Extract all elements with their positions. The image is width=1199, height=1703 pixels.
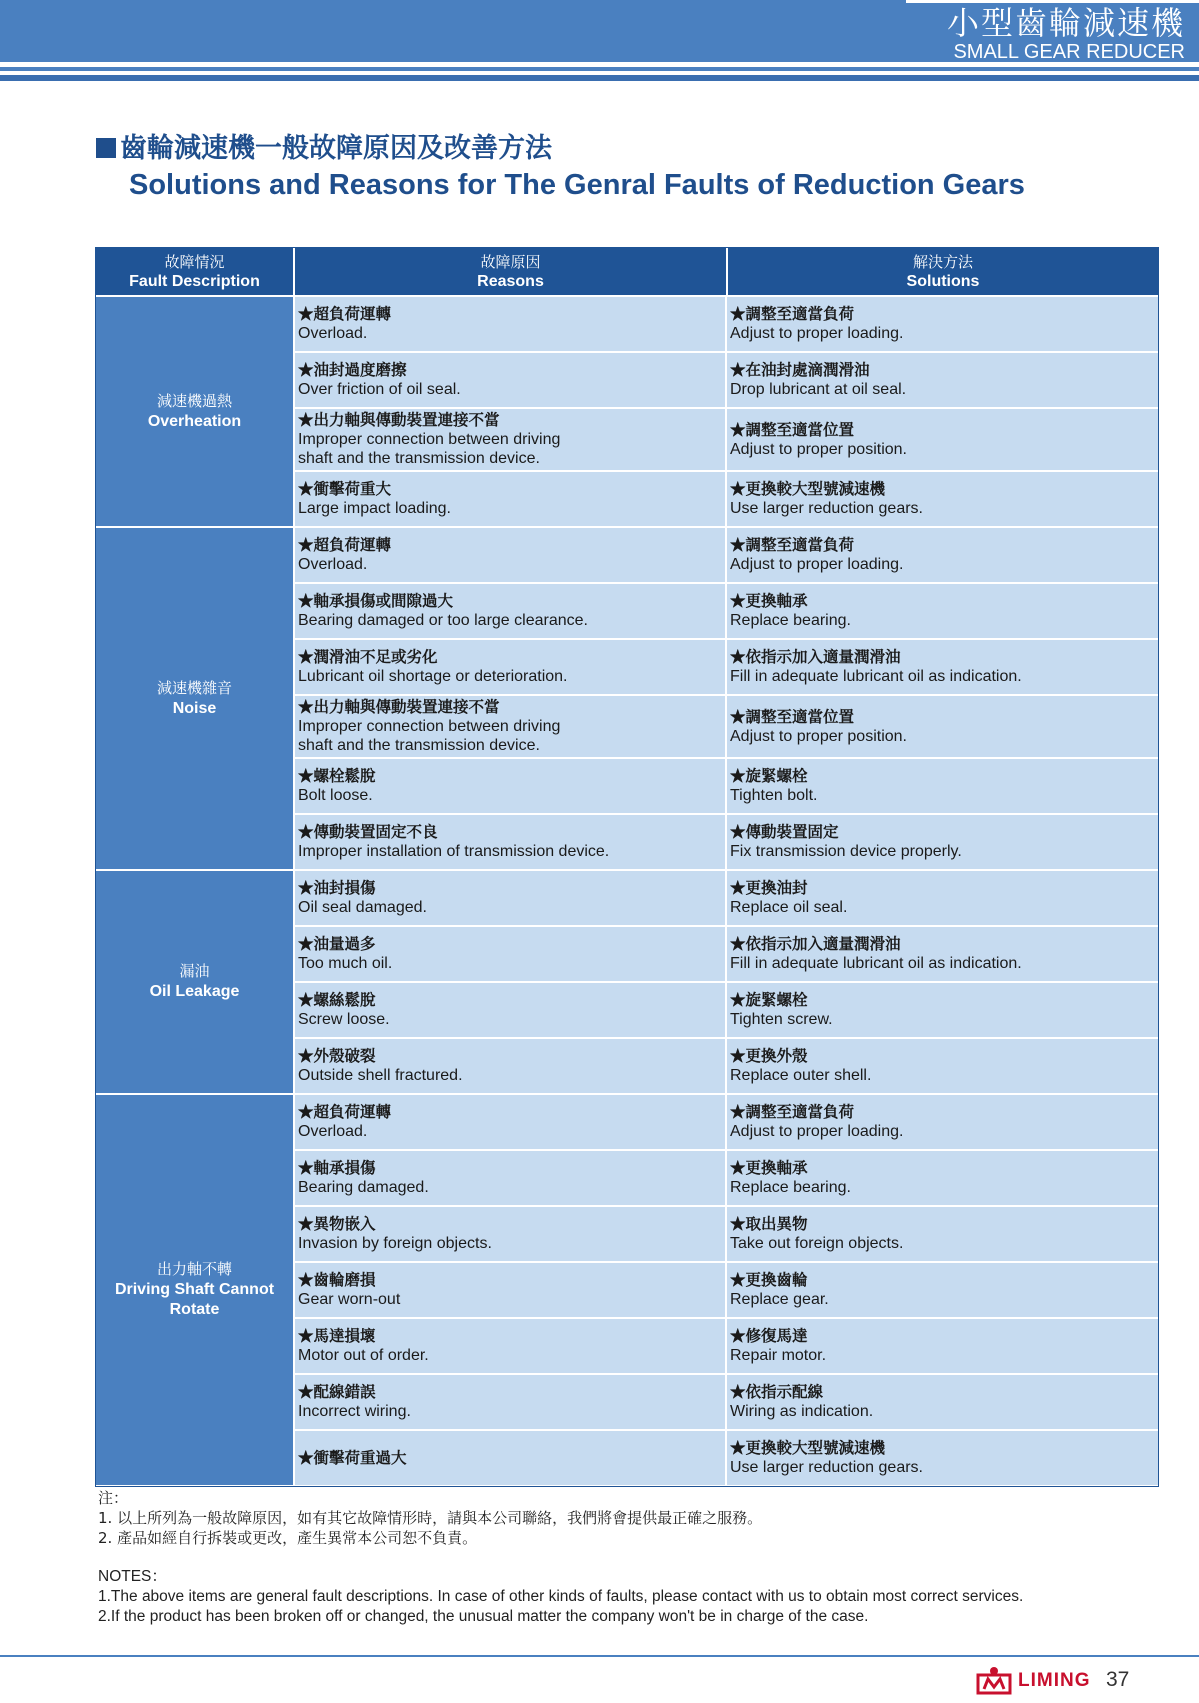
header-title (947, 4, 1185, 62)
reason-en: Screw loose. (298, 1011, 390, 1028)
reason-en: Overload. (298, 325, 368, 342)
reason-en: Invasion by foreign objects. (298, 1235, 492, 1252)
fault-group-zh: 出力軸不轉 (156, 1261, 232, 1278)
reason-zh: ★ 外殼破裂 (298, 1047, 726, 1066)
reason-zh: ★ 螺絲鬆脫 (298, 991, 726, 1010)
reason-zh: ★ 傳動裝置固定不良 (298, 823, 726, 842)
solution-en: Replace outer shell. (730, 1067, 872, 1084)
reason-zh: ★ 超負荷運轉 (298, 305, 726, 324)
solution-zh: ★ 更換油封 (730, 879, 1158, 898)
fault-group-zh: 減速機過熱 (156, 392, 232, 410)
table-border (95, 247, 1159, 1487)
page-title-en: Solutions and Reasons for The Genral Faults of Reduction Gears (129, 169, 1025, 201)
reason-zh: ★ 齒輪磨損 (298, 1271, 726, 1290)
column-header-solutions: 解決方法 Solutions (906, 253, 980, 290)
reason-en: Improper installation of transmission device. (298, 843, 610, 860)
reason-zh: ★ 異物嵌入 (298, 1215, 726, 1234)
reason-zh: ★ 超負荷運轉 (298, 1103, 726, 1122)
square-bullet-icon (96, 138, 116, 158)
reason-zh: ★ 油封過度磨擦 (298, 361, 726, 380)
solution-zh: ★ 調整至適當負荷 (730, 305, 1158, 324)
reason-en: Over friction of oil seal. (298, 381, 461, 398)
fault-group-zh: 漏油 (179, 963, 210, 980)
reason-en: Overload. (298, 1123, 368, 1140)
solution-en: Repair motor. (730, 1347, 827, 1364)
solution-en: Take out foreign objects. (730, 1235, 904, 1252)
solution-en: Replace bearing. (730, 1179, 851, 1196)
column-header-reasons: 故障原因 Reasons (477, 253, 544, 290)
solution-zh: ★ 更換外殼 (730, 1047, 1158, 1066)
reason-en: Overload. (298, 556, 368, 573)
reason-zh: ★ 馬達損壞 (298, 1327, 726, 1346)
fault-group-en: Driving Shaft Cannot Rotate (114, 1281, 275, 1318)
header-stripe-1 (0, 67, 1199, 71)
solution-zh: ★ 取出異物 (730, 1215, 1158, 1234)
solution-en: Tighten screw. (730, 1011, 833, 1028)
solution-en: Adjust to proper position. (730, 727, 907, 745)
notes-zh-label: 注： (98, 1489, 129, 1507)
solution-en: Adjust to proper loading. (730, 1123, 904, 1140)
solution-en: Drop lubricant at oil seal. (730, 381, 907, 398)
solution-en: Fix transmission device properly. (730, 843, 962, 860)
reason-en: Improper connection between driving shaft and the transmission device. (298, 718, 561, 754)
fault-group-en: Noise (172, 699, 217, 717)
solution-en: Adjust to proper position. (730, 440, 907, 458)
reason-en: Incorrect wiring. (298, 1403, 411, 1420)
reason-zh: ★ 油封損傷 (298, 879, 726, 898)
reason-en: Improper connection between driving shaft and the transmission device. (298, 431, 561, 467)
fault-group-en: Oil Leakage (149, 983, 240, 1000)
brand-name: LIMING (1018, 1670, 1091, 1691)
reason-zh: ★ 軸承損傷 (298, 1159, 726, 1178)
reason-zh: ★ 潤滑油不足或劣化 (298, 648, 726, 667)
solution-zh: ★ 更換齒輪 (730, 1271, 1158, 1290)
solution-en: Wiring as indication. (730, 1403, 874, 1420)
header-accent-line (906, 0, 1199, 3)
footer-line (0, 1655, 1199, 1657)
reason-zh: ★ 超負荷運轉 (298, 536, 726, 555)
reason-en: Oil seal damaged. (298, 899, 427, 916)
solution-zh: ★ 調整至適當位置 (730, 708, 1158, 727)
reason-zh: ★ 油量過多 (298, 935, 726, 954)
header-title-zh: 小型齒輪減速機 (946, 4, 1185, 42)
reason-zh: ★ 衝擊荷重大 (298, 480, 726, 499)
notes-en-item: 1.The above items are general fault descriptions. In case of other kinds of faults, please contact with us to obtain most correct services. (98, 1588, 1024, 1605)
reason-zh: ★ 螺栓鬆脫 (298, 767, 726, 786)
reason-en: Motor out of order. (298, 1347, 429, 1364)
liming-logo-icon (976, 1665, 1012, 1695)
solution-zh: ★ 依指示配線 (730, 1383, 1158, 1402)
reason-en: Bolt loose. (298, 787, 373, 804)
solution-en: Replace oil seal. (730, 899, 848, 916)
reason-zh: ★ 出力軸與傳動裝置連接不當 (298, 698, 726, 717)
header-title-en: SMALL GEAR REDUCER (953, 41, 1185, 63)
reason-zh: ★ 衝擊荷重過大 (298, 1449, 726, 1468)
notes-zh-item: 2. 產品如經自行拆裝或更改，產生異常本公司恕不負責。 (98, 1529, 478, 1547)
reason-en: Gear worn-out (298, 1291, 401, 1308)
solution-zh: ★ 旋緊螺栓 (730, 767, 1158, 786)
reason-en: Outside shell fractured. (298, 1067, 463, 1084)
reason-en: Too much oil. (298, 955, 393, 972)
solution-en: Replace bearing. (730, 612, 851, 629)
solution-zh: ★ 修復馬達 (730, 1327, 1158, 1346)
fault-group-zh: 減速機雜音 (156, 679, 232, 697)
notes-en (98, 1567, 1023, 1627)
reason-en: Lubricant oil shortage or deterioration. (298, 668, 568, 685)
solution-en: Tighten bolt. (730, 787, 818, 804)
reason-zh: ★ 出力軸與傳動裝置連接不當 (298, 411, 726, 430)
solution-zh: ★ 更換較大型號減速機 (730, 480, 1158, 499)
page-title (96, 132, 1025, 202)
solution-zh: ★ 調整至適當負荷 (730, 1103, 1158, 1122)
solution-zh: ★ 傳動裝置固定 (730, 823, 1158, 842)
solution-zh: ★ 調整至適當位置 (730, 421, 1158, 440)
notes-zh (98, 1488, 762, 1548)
solution-zh: ★ 在油封處滴潤滑油 (730, 361, 1158, 380)
notes-en-label: NOTES： (98, 1568, 167, 1585)
page-number: 37 (1106, 1668, 1130, 1691)
solution-zh: ★ 更換較大型號減速機 (730, 1439, 1158, 1458)
solution-en: Replace gear. (730, 1291, 829, 1308)
notes-en-item: 2.If the product has been broken off or changed, the unusual matter the company won't be in charge of the case. (98, 1608, 869, 1625)
reason-en: Large impact loading. (298, 500, 451, 517)
reason-zh: ★ 軸承損傷或間隙過大 (298, 592, 726, 611)
solution-zh: ★ 更換軸承 (730, 592, 1158, 611)
solution-en: Use larger reduction gears. (730, 500, 923, 517)
reason-en: Bearing damaged. (298, 1179, 429, 1196)
header-stripe-2 (0, 75, 1199, 81)
column-header-fault: 故障情況 Fault Description (129, 253, 260, 290)
solution-zh: ★ 調整至適當負荷 (730, 536, 1158, 555)
solution-en: Adjust to proper loading. (730, 556, 904, 573)
solution-en: Fill in adequate lubricant oil as indication. (730, 668, 1022, 685)
solution-zh: ★ 依指示加入適量潤滑油 (730, 648, 1158, 667)
fault-group-en: Overheation (147, 412, 242, 430)
solution-en: Fill in adequate lubricant oil as indication. (730, 955, 1022, 972)
page-title-zh: 齒輪減速機一般故障原因及改善方法 (120, 133, 552, 164)
solution-zh: ★ 旋緊螺栓 (730, 991, 1158, 1010)
reason-en: Bearing damaged or too large clearance. (298, 612, 588, 629)
solution-en: Adjust to proper loading. (730, 325, 904, 342)
solution-zh: ★ 依指示加入適量潤滑油 (730, 935, 1158, 954)
notes-zh-item: 1. 以上所列為一般故障原因，如有其它故障情形時，請與本公司聯絡，我們將會提供最正確之服務。 (98, 1509, 763, 1527)
solution-zh: ★ 更換軸承 (730, 1159, 1158, 1178)
reason-zh: ★ 配線錯誤 (298, 1383, 726, 1402)
solution-en: Use larger reduction gears. (730, 1459, 923, 1476)
